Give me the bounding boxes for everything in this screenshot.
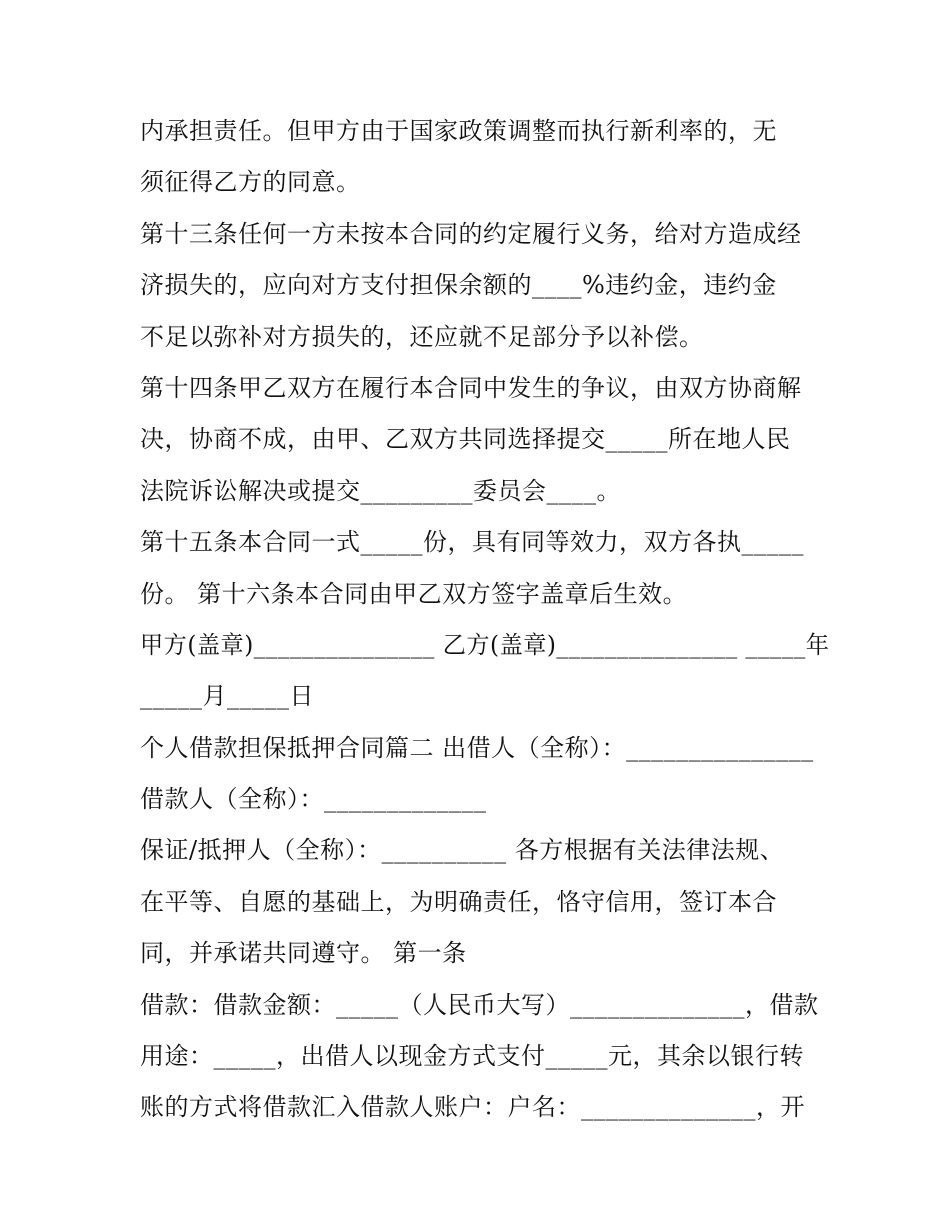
text-line: 保证/抵押人（全称）：__________ 各方根据有关法律法规、 [140, 836, 785, 865]
text-line: 份。 第十六条本合同由甲乙双方签字盖章后生效。 [140, 579, 688, 608]
text-line: 用途：_____，出借人以现金方式支付_____元，其余以银行转 [140, 1042, 804, 1071]
text-line: 同，并承诺共同遵守。 第一条 [140, 939, 467, 968]
document-body [140, 106, 830, 1134]
text-line: 济损失的，应向对方支付担保余额的____%违约金，违约金 [140, 271, 777, 300]
text-line: 决，协商不成，由甲、乙双方共同选择提交_____所在地人民 [140, 425, 791, 454]
section-heading-line: 个人借款担保抵押合同篇二 出借人（全称）：_______________ [140, 733, 814, 762]
text-line: 第十四条甲乙双方在履行本合同中发生的争议，由双方协商解 [140, 373, 802, 402]
text-line: 第十五条本合同一式_____份，具有同等效力，双方各执_____ [140, 528, 804, 557]
date-line: _____月_____日 [140, 682, 314, 711]
text-line: 法院诉讼解决或提交_________委员会____。 [140, 476, 621, 505]
text-line: 借款：借款金额：_____（人民币大写）______________，借款 [140, 990, 819, 1019]
text-line: 第十三条任何一方未按本合同的约定履行义务，给对方造成经 [140, 219, 802, 248]
text-line: 内承担责任。但甲方由于国家政策调整而执行新利率的，无 [140, 117, 777, 145]
text-line: 账的方式将借款汇入借款人账户：户名：______________，开 [140, 1093, 805, 1122]
signature-line: 甲方(盖章)_______________ 乙方(盖章)_______________ _____年 [140, 630, 830, 659]
text-line: 不足以弥补对方损失的，还应就不足部分予以补偿。 [140, 322, 704, 351]
text-line: 借款人（全称）：_____________ [140, 785, 487, 814]
text-line: 须征得乙方的同意。 [140, 168, 361, 197]
text-line: 在平等、自愿的基础上，为明确责任，恪守信用，签订本合 [140, 887, 777, 916]
